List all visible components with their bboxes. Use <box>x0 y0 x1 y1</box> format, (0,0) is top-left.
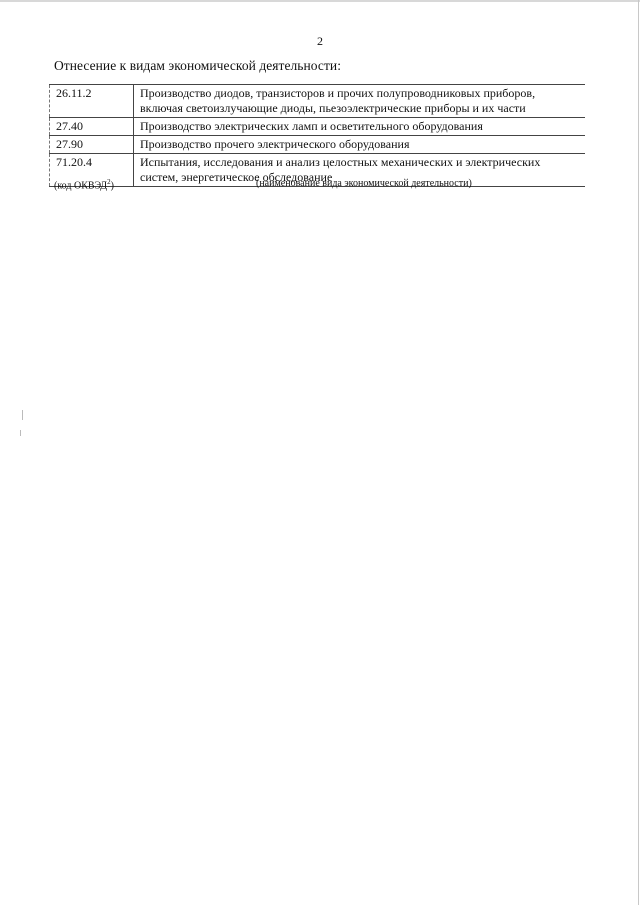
activity-name-cell <box>134 136 586 154</box>
okved-code-cell: 26.11.2 <box>50 85 134 118</box>
table-row <box>50 136 586 154</box>
scan-artifact-mark <box>20 430 21 436</box>
activity-name-caption: (наименование вида экономической деятельности) <box>256 178 472 189</box>
table-captions <box>48 178 588 192</box>
code-caption-end: ) <box>110 180 114 192</box>
activity-name-line: систем, энергетическое обследование <box>140 170 333 184</box>
okved-table-body <box>50 85 586 187</box>
okved-code-cell: 27.40 <box>50 118 134 136</box>
activity-name-cell <box>134 85 586 118</box>
code-caption <box>54 178 114 191</box>
code-caption-text: (код ОКВЭД <box>54 180 108 192</box>
okved-activities-table <box>49 84 585 187</box>
activity-name-cell <box>134 118 586 136</box>
okved-code-cell: 27.90 <box>50 136 134 154</box>
scan-top-edge <box>0 0 640 2</box>
section-intro-text: Отнесение к видам экономической деятельности: <box>54 58 341 73</box>
activity-name-line: Испытания, исследования и анализ целостных механических и электрических <box>140 155 541 169</box>
activity-name-line: Производство электрических ламп и осветительного оборудования <box>140 119 483 133</box>
table-row <box>50 85 586 118</box>
okved-code-cell: 71.20.4 <box>50 154 134 187</box>
activity-name-line: Производство диодов, транзисторов и прочих полупроводниковых приборов, <box>140 86 536 100</box>
table-row <box>50 118 586 136</box>
activity-name-line: включая светоизлучающие диоды, пьезоэлектрические приборы и их части <box>140 101 526 115</box>
scan-artifact-mark <box>22 410 23 420</box>
footnote-marker: 2 <box>107 178 111 186</box>
scan-right-edge <box>638 0 639 905</box>
activity-name-line: Производство прочего электрического оборудования <box>140 137 410 151</box>
page-number: 2 <box>317 34 323 48</box>
